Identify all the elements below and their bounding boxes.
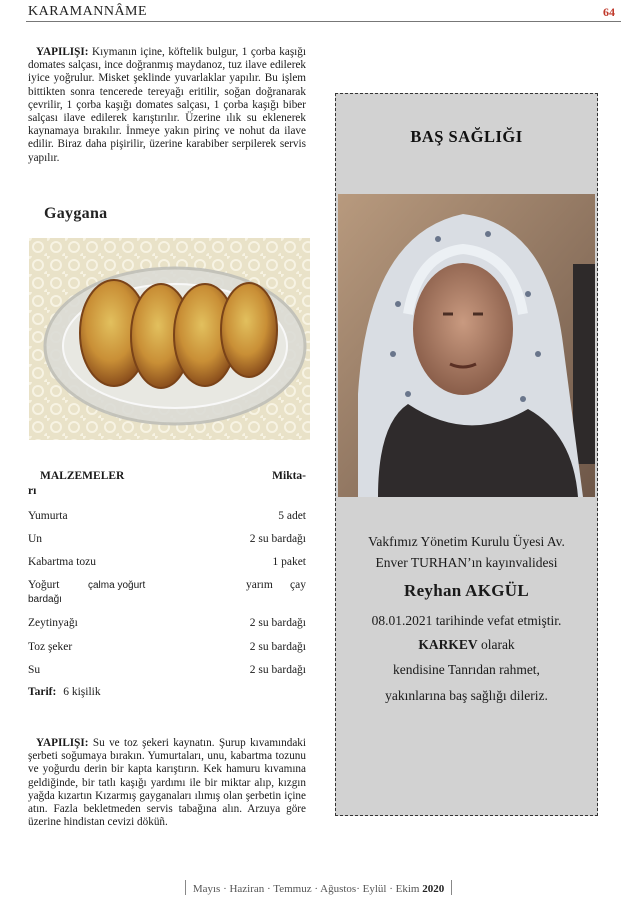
condolence-line-1: Vakfımız Yönetim Kurulu Üyesi Av. xyxy=(368,534,565,549)
ingredients-label: MALZEMELER xyxy=(40,470,125,482)
ingredient-amount: 2 su bardağı xyxy=(249,617,306,629)
issue-footer xyxy=(0,880,637,895)
page-number: 64 xyxy=(603,5,615,19)
previous-recipe-method xyxy=(28,46,306,165)
footer-divider xyxy=(451,880,452,895)
header-divider xyxy=(26,21,621,22)
magazine-title: KARAMANNÂME xyxy=(28,4,148,19)
organization-suffix: olarak xyxy=(480,637,515,652)
servings-label: Tarif: xyxy=(28,686,57,698)
recipe-title: Gaygana xyxy=(44,205,108,222)
servings-value: 6 kişilik xyxy=(63,686,101,698)
ingredient-amount: 2 su bardağı xyxy=(249,533,306,545)
ingredient-note: çalma yoğurt xyxy=(88,580,146,591)
portrait-photo xyxy=(338,194,595,497)
ingredient-amount-tail: bardağı xyxy=(28,594,62,605)
condolence-title: BAŞ SAĞLIĞI xyxy=(410,127,523,146)
ingredient-name: Yoğurt xyxy=(28,579,60,591)
condolence-line-2: Enver TURHAN’ın kayınvalidesi xyxy=(375,555,558,570)
condolence-line-3: 08.01.2021 tarihinde vefat etmiştir. xyxy=(371,613,562,628)
amount-label: Mikta- xyxy=(272,470,306,482)
ingredient-row xyxy=(28,556,306,570)
recipe-method xyxy=(28,737,306,829)
ingredient-row xyxy=(28,510,306,524)
ingredient-name: Su xyxy=(28,664,41,676)
ingredient-row xyxy=(28,617,306,631)
ingredient-row xyxy=(28,641,306,655)
ingredient-amount: 1 paket xyxy=(272,556,306,568)
gaygana-photo xyxy=(29,238,310,440)
method-label: YAPILIŞI: xyxy=(36,46,89,58)
ingredient-name: Un xyxy=(28,533,43,545)
servings xyxy=(28,686,101,698)
issue-months: Mayıs · Haziran · Temmuz · Ağustos· Eylül · Ekim xyxy=(192,883,420,895)
ingredient-amount: yarım xyxy=(246,579,273,591)
condolence-line-4: kendisine Tanrıdan rahmet, xyxy=(393,662,540,677)
ingredient-amount-unit: çay xyxy=(290,579,306,591)
method-text: Su ve toz şekeri kaynatın. Şurup kıvamındaki şerbeti soğumaya bırakın. Yumurtaları, unu, kabartma tozunu ve yoğurdu derin bir kapta karıştırın. Kek hamuru kıvamına geldiğinde, bir tatlı kaşığı yardımı ile bir miktar alıp, kızgın yağda kızartın Kızarmış gayganaları ılımış olan şerbetin içine atın. Fazla bekletmeden servis tabağına alın. Arzuya göre üzerine hindistan cevizi döküñ. xyxy=(28,737,306,829)
method-label: YAPILIŞI: xyxy=(36,737,89,749)
ingredient-row-yogurt xyxy=(28,579,306,609)
condolence-line-5: yakınlarına baş sağlığı dileriz. xyxy=(385,688,548,703)
ingredient-name: Kabartma tozu xyxy=(28,556,97,568)
ingredient-row xyxy=(28,664,306,678)
issue-year: 2020 xyxy=(422,883,445,895)
condolence-org-line xyxy=(335,637,598,653)
footer-divider xyxy=(185,880,186,895)
ingredient-row xyxy=(28,533,306,547)
amount-label-tail: rı xyxy=(28,485,37,497)
ingredient-amount: 2 su bardağı xyxy=(249,641,306,653)
ingredient-amount: 2 su bardağı xyxy=(249,664,306,676)
ingredient-name: Zeytinyağı xyxy=(28,617,78,629)
pancake-4 xyxy=(221,283,277,377)
deceased-name: Reyhan AKGÜL xyxy=(404,581,529,600)
face xyxy=(413,263,513,395)
ingredient-name: Yumurta xyxy=(28,510,68,522)
organization-name: KARKEV xyxy=(418,637,478,652)
ingredient-amount: 5 adet xyxy=(278,510,306,522)
method-text: Kıymanın içine, köftelik bulgur, 1 çorba kaşığı domates salçası, ince doğranmış maydanoz, tuz ilave edilerek iyice yoğrulur. Misket şeklinde yuvarlaklar yapılır. Bu işlem bittikten sonra tencerede tereyağı eritilir, soğan doğranarak çevrilir, 1 çorba kaşığı domates salçası, 1 çorba kaşığı biber salçası ilave edilerek karıştırılır. Üzerine ılık su eklenerek kaynamaya bırakılır. İnmeye yakın pirinç ve nohut da ilave edilir. Biraz daha pişirilir, üzerine karabiber serpilerek servis yapılır. xyxy=(28,46,306,164)
ingredient-name: Toz şeker xyxy=(28,641,73,653)
